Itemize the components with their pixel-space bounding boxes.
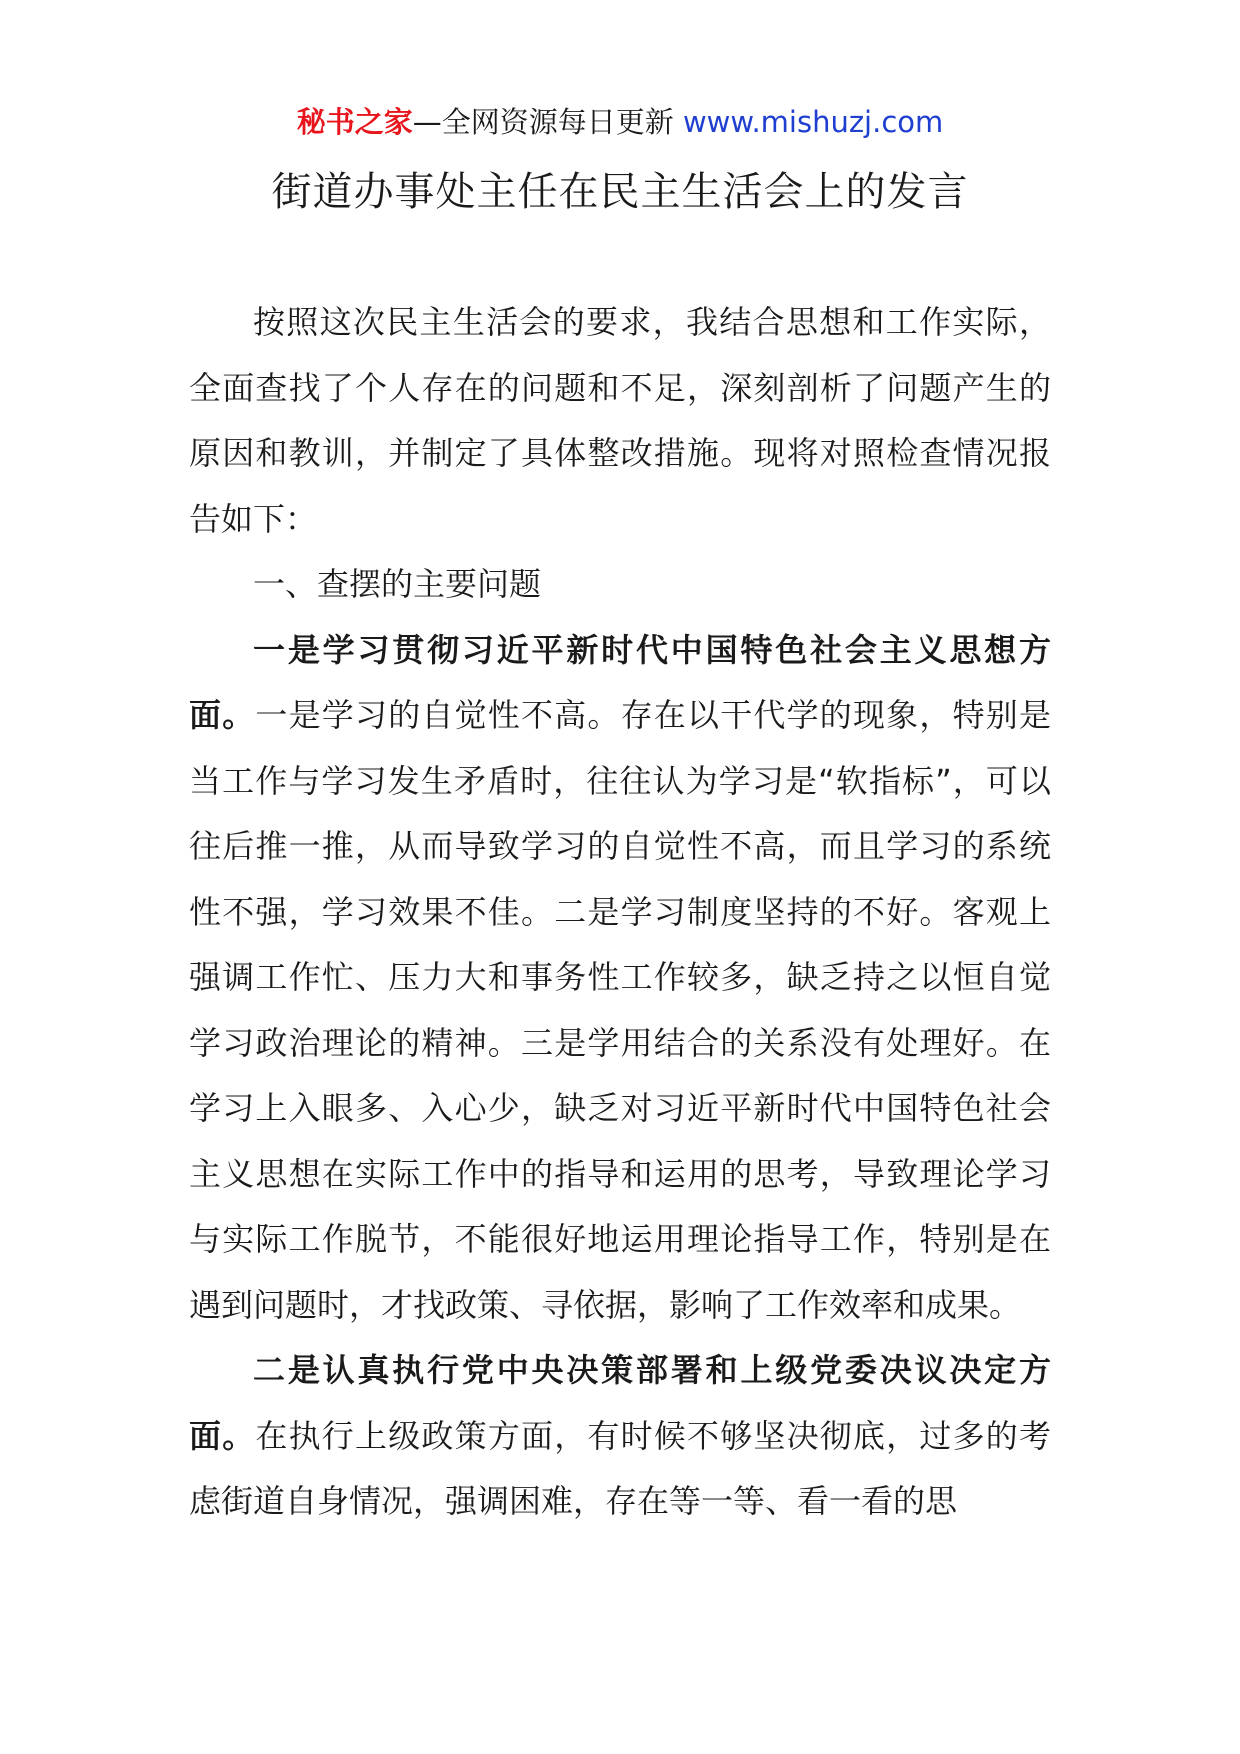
paragraph-text: 在执行上级政策方面，有时候不够坚决彻底，过多的考虑街道自身情况，强调困难，存在等一等、看一看的思 (189, 1416, 1051, 1520)
body-paragraph (189, 618, 1051, 1339)
body-paragraph (189, 1338, 1051, 1535)
paragraph-lead: 二是认真执行党中央决策部署和上级党委决议决定方面。 (189, 1351, 1051, 1455)
site-tagline: —全网资源每日更新 (412, 105, 683, 139)
site-header (0, 100, 1240, 144)
section-heading: 一、查摆的主要问题 (253, 565, 542, 603)
document-body (189, 290, 1051, 1535)
site-url-link[interactable]: www.mishuzj.com (682, 105, 944, 139)
document-title: 街道办事处主任在民主生活会上的发言 (271, 169, 969, 215)
site-brand: 秘书之家 (296, 105, 413, 139)
paragraph-text: 一是学习的自觉性不高。存在以干代学的现象，特别是当工作与学习发生矛盾时，往往认为学习是“软指标”，可以往后推一推，从而导致学习的自觉性不高，而且学习的系统性不强，学习效果不佳。二是学习制度坚持的不好。客观上强调工作忙、压力大和事务性工作较多，缺乏持之以恒自觉学习政治理论的精神。三是学用结合的关系没有处理好。在学习上入眼多、入心少，缺乏对习近平新时代中国特色社会主义思想在实际工作中的指导和运用的思考，导致理论学习与实际工作脱节，不能很好地运用理论指导工作，特别是在遇到问题时，才找政策、寻依据，影响了工作效率和成果。 (189, 696, 1051, 1324)
paragraph-lead: 一是学习贯彻习近平新时代中国特色社会主义思想方面。 (189, 630, 1051, 734)
intro-paragraph: 按照这次民主生活会的要求，我结合思想和工作实际，全面查找了个人存在的问题和不足，深刻剖析了问题产生的原因和教训，并制定了具体整改措施。现将对照检查情况报告如下： (189, 303, 1051, 538)
